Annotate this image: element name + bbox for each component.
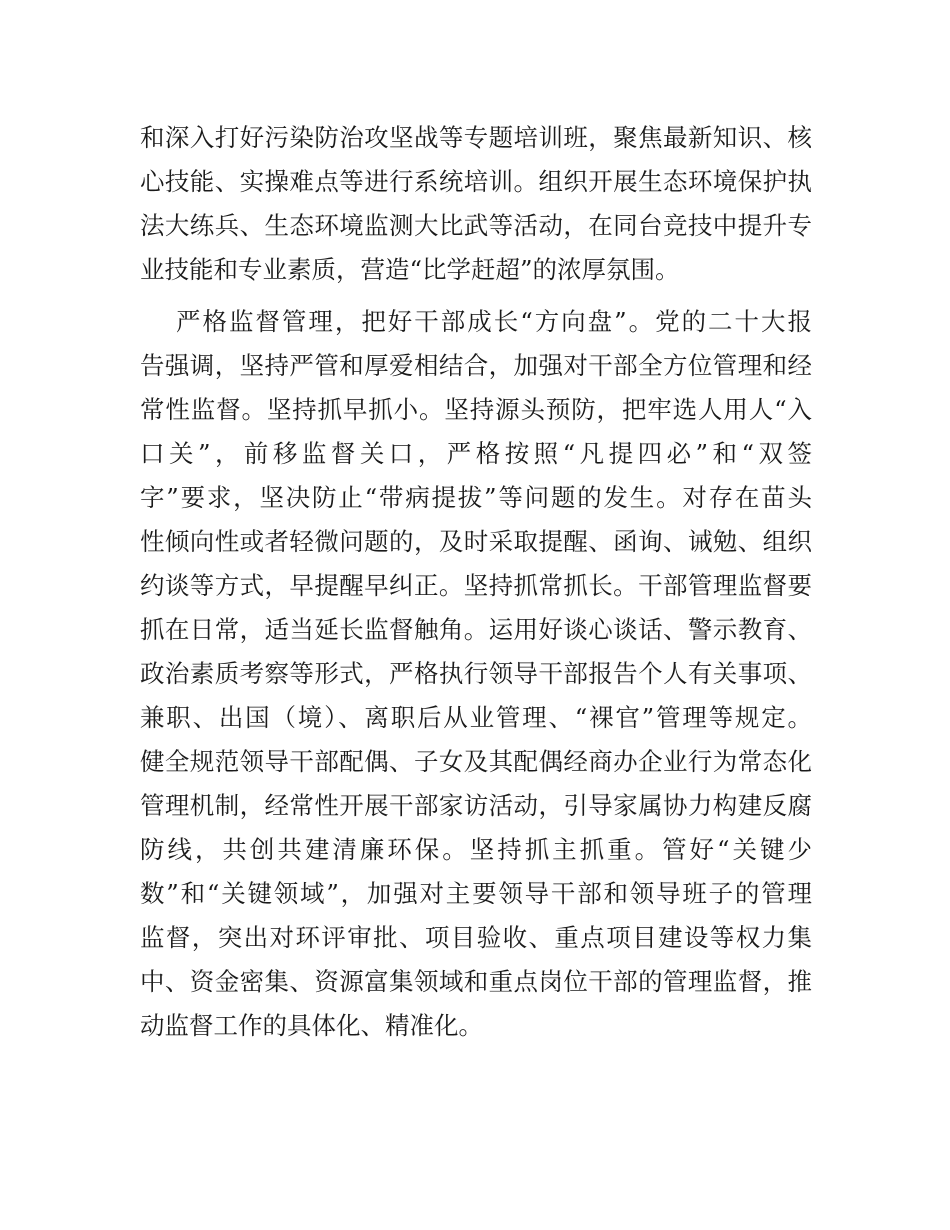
- text-line: 管理机制，经常性开展干部家访活动，引导家属协力构建反腐: [140, 791, 812, 820]
- text-line: 和深入打好污染防治攻坚战等专题培训班，聚焦最新知识、核: [140, 123, 812, 152]
- text-line: 中、资金密集、资源富集领域和重点岗位干部的管理监督，推: [140, 967, 812, 996]
- text-line: 健全规范领导干部配偶、子女及其配偶经商办企业行为常态化: [140, 747, 812, 776]
- text-line: 法大练兵、生态环境监测大比武等活动，在同台竞技中提升专: [140, 211, 812, 240]
- text-line: 严格监督管理，把好干部成长“方向盘”。党的二十大报: [176, 307, 812, 336]
- document-body: [140, 116, 812, 1048]
- paragraph-training: [140, 116, 812, 292]
- paragraph-gap: [140, 292, 812, 300]
- text-line: 监督，突出对环评审批、项目验收、重点项目建设等权力集: [140, 923, 812, 952]
- text-line: 口关”，前移监督关口，严格按照“凡提四必”和“双签: [140, 439, 812, 468]
- text-line: 防线，共创共建清廉环保。坚持抓主抓重。管好“关键少: [140, 835, 812, 864]
- text-line: 抓在日常，适当延长监督触角。运用好谈心谈话、警示教育、: [140, 615, 812, 644]
- paragraph-supervision: [140, 300, 812, 1048]
- text-line: 约谈等方式，早提醒早纠正。坚持抓常抓长。干部管理监督要: [140, 571, 812, 600]
- text-line: 告强调，坚持严管和厚爱相结合，加强对干部全方位管理和经: [140, 351, 812, 380]
- text-line: 兼职、出国（境）、离职后从业管理、“裸官”管理等规定。: [140, 703, 812, 732]
- text-line: 数”和“关键领域”，加强对主要领导干部和领导班子的管理: [140, 879, 812, 908]
- text-line: 性倾向性或者轻微问题的，及时采取提醒、函询、诫勉、组织: [140, 527, 812, 556]
- text-line: 常性监督。坚持抓早抓小。坚持源头预防，把牢选人用人“入: [140, 395, 812, 424]
- text-line: 动监督工作的具体化、精准化。: [140, 1011, 483, 1040]
- text-line: 业技能和专业素质，营造“比学赶超”的浓厚氛围。: [140, 255, 680, 284]
- text-line: 心技能、实操难点等进行系统培训。组织开展生态环境保护执: [140, 167, 812, 196]
- text-line: 字”要求，坚决防止“带病提拔”等问题的发生。对存在苗头: [140, 483, 812, 512]
- text-line: 政治素质考察等形式，严格执行领导干部报告个人有关事项、: [140, 659, 812, 688]
